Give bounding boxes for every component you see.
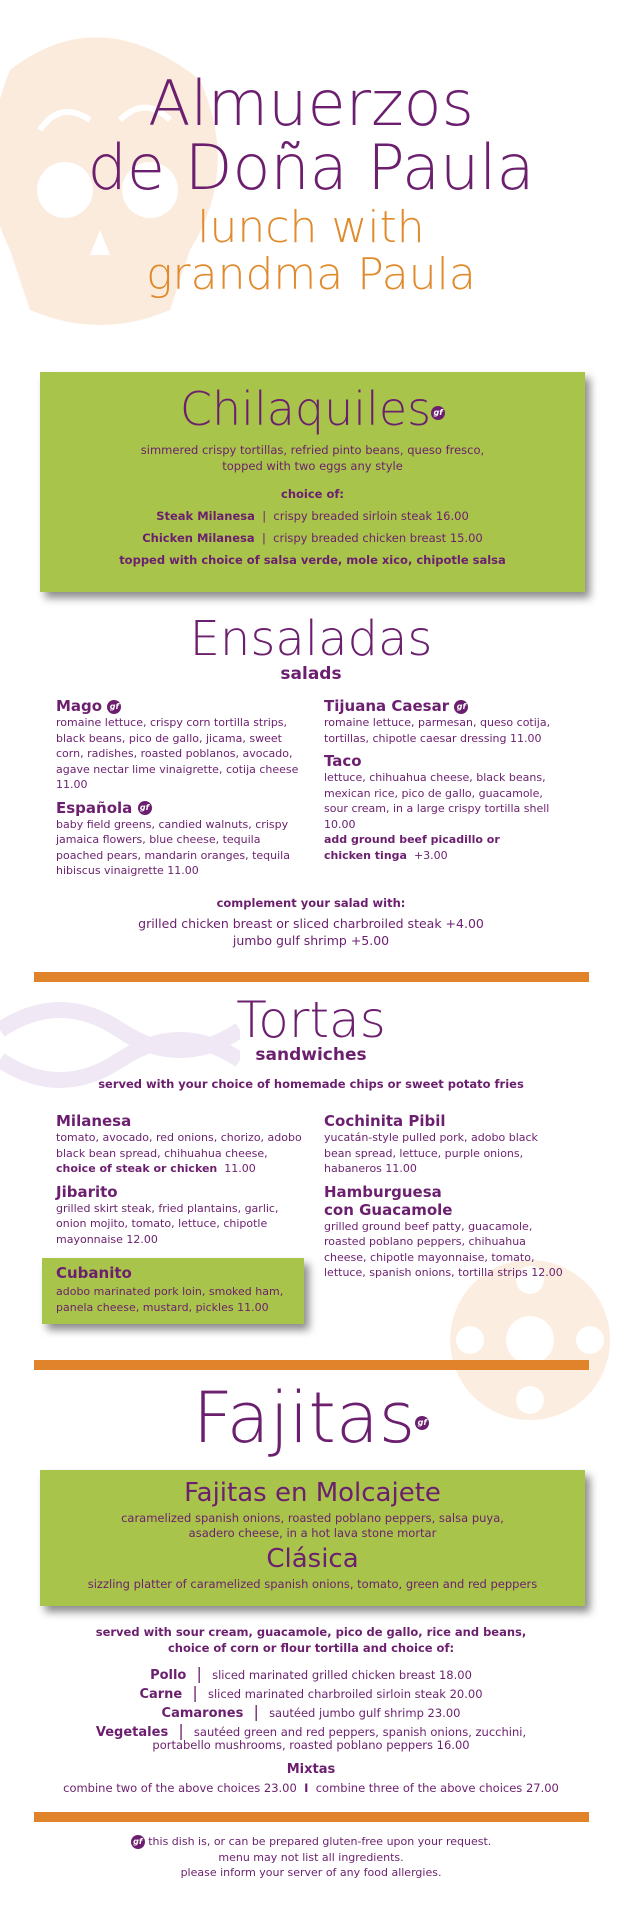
camarones-name: Camarones [161, 1706, 244, 1721]
hamburguesa-desc: grilled ground beef patty, guacamole, roasted poblano peppers, chihuahua cheese, chipotle mayonnaise, tomato, lettuce, spanish onions, tortilla strips 12.00 [324, 1219, 563, 1279]
mixtas-row: combine two of the above choices 23.00 I combine three of the above choices 27.00 [63, 1781, 559, 1795]
cochinita-name: Cochinita Pibil [324, 1112, 446, 1130]
chilaquiles-salsa: topped with choice of salsa verde, mole xico, chipotle salsa [119, 553, 506, 567]
salads-right-column [324, 697, 564, 863]
clasica-name: Clásica [266, 1544, 359, 1574]
fajitas-title: Fajitas [192, 1377, 416, 1459]
milanesa-choice: choice of steak or chicken [56, 1162, 218, 1175]
tijuana-name: Tijuana Caesar [324, 697, 450, 715]
title-line1: Almuerzos [148, 67, 474, 140]
option2-name: Chicken Milanesa [142, 531, 255, 545]
camarones-desc: sautéed jumbo gulf shrimp 23.00 [269, 1706, 461, 1720]
tortas-served-with: served with your choice of homemade chips or sweet potato fries [98, 1077, 524, 1091]
pollo-name: Pollo [150, 1668, 187, 1683]
espanola-desc: baby field greens, candied walnuts, crispy jamaica flowers, blue cheese, tequila poached pears, mandarin oranges, tequila hibiscus vinaigrette 11.00 [56, 817, 290, 877]
pollo-row: Pollo | sliced marinated grilled chicken breast 18.00 [150, 1664, 472, 1683]
milanesa-name: Milanesa [56, 1112, 132, 1130]
chilaquiles-desc-line1: simmered crispy tortillas, refried pinto beans, queso fresco, [140, 443, 485, 457]
gluten-free-icon: gf [431, 406, 445, 420]
vegetales-name: Vegetales [95, 1725, 169, 1740]
molcajete-name: Fajitas en Molcajete [184, 1478, 441, 1508]
option1-desc: crispy breaded sirloin steak 16.00 [273, 509, 469, 523]
complement-line1: grilled chicken breast or sliced charbroiled steak +4.00 [138, 916, 484, 931]
taco-desc: lettuce, chihuahua cheese, black beans, mexican rice, pico de gallo, guacamole, sour cream, in a large crispy tortilla shell 10.00 [324, 771, 550, 831]
taco-add-price: +3.00 [413, 848, 448, 862]
divider-bar [34, 1360, 589, 1370]
divider-bar [34, 1812, 589, 1822]
complement-label: complement your salad with: [216, 896, 406, 910]
divider-bar [34, 972, 589, 982]
mago-name: Mago [56, 697, 103, 715]
carne-desc: sliced marinated charbroiled sirloin steak 20.00 [207, 1687, 483, 1701]
cubanito-box [42, 1258, 304, 1324]
carne-row: Carne | sliced marinated charbroiled sirloin steak 20.00 [139, 1683, 483, 1702]
footer-line1-row [0, 1834, 622, 1849]
salads-left-column [56, 697, 306, 879]
footer-line3: please inform your server of any food allergies. [180, 1866, 442, 1879]
cochinita-desc: yucatán-style pulled pork, adobo black bean spread, lettuce, purple onions, habaneros 11.00 [324, 1131, 538, 1175]
ensaladas-title: Ensaladas [189, 611, 433, 667]
hamburguesa-name-line1: Hamburguesa [324, 1182, 442, 1201]
fajitas-served-line1: served with sour cream, guacamole, pico de gallo, rice and beans, [95, 1625, 527, 1639]
vegetales-row: Vegetales | sautéed green and red peppers, spanish onions, zucchini, [95, 1721, 527, 1740]
gluten-free-icon: gf [415, 1416, 429, 1430]
taco-add-line2: chicken tinga [324, 848, 407, 862]
vegetales-desc-line2: portabello mushrooms, roasted poblano peppers 16.00 [152, 1738, 470, 1752]
tortas-subtitle: sandwiches [255, 1045, 367, 1065]
cubanito-desc: adobo marinated pork loin, smoked ham, panela cheese, mustard, pickles 11.00 [56, 1285, 284, 1314]
chilaquiles-choice-label: choice of: [281, 487, 344, 501]
title-line2: de Doña Paula [87, 131, 535, 204]
mixtas-name: Mixtas [286, 1762, 336, 1777]
milanesa-desc: tomato, avocado, red onions, chorizo, adobo black bean spread, chihuahua cheese, [56, 1131, 302, 1160]
camarones-row: Camarones | sautéed jumbo gulf shrimp 23.00 [161, 1702, 461, 1721]
gluten-free-icon: gf [107, 700, 121, 714]
fajitas-box [40, 1470, 585, 1606]
carne-name: Carne [139, 1687, 183, 1702]
hamburguesa-name-line2: con Guacamole [324, 1200, 453, 1219]
complement-line2: jumbo gulf shrimp +5.00 [232, 933, 390, 948]
espanola-name: Española [56, 798, 133, 817]
jibarito-desc: grilled skirt steak, fried plantains, garlic, onion mojito, tomato, lettuce, chipotle mayonnaise 12.00 [56, 1201, 279, 1246]
tortas-right-column [324, 1112, 564, 1281]
molcajete-line2: asadero cheese, in a hot lava stone mortar [188, 1526, 437, 1540]
chilaquiles-option1: Steak Milanesa | crispy breaded sirloin steak 16.00 [156, 509, 469, 523]
taco-name: Taco [324, 752, 362, 770]
footer-line1: this dish is, or can be prepared gluten-free upon your request. [148, 1835, 492, 1848]
clasica-desc: sizzling platter of caramelized spanish onions, tomato, green and red peppers [87, 1577, 538, 1591]
chilaquiles-option2: Chicken Milanesa | crispy breaded chicken breast 15.00 [142, 531, 483, 545]
fajitas-served-line2: choice of corn or flour tortilla and choice of: [167, 1641, 455, 1655]
pollo-desc: sliced marinated grilled chicken breast 18.00 [212, 1668, 472, 1682]
taco-add-line1: add ground beef picadillo or [324, 833, 500, 846]
fajitas-title-row [0, 1378, 622, 1458]
ensaladas-subtitle: salads [280, 664, 342, 684]
gluten-free-icon: gf [454, 700, 468, 714]
tijuana-desc: romaine lettuce, parmesan, queso cotija, tortillas, chipotle caesar dressing 11.00 [324, 716, 551, 745]
chilaquiles-box [40, 372, 585, 592]
chilaquiles-title: Chilaquiles [179, 382, 432, 436]
mixtas-two: combine two of the above choices 23.00 [63, 1781, 297, 1795]
subtitle-line2: grandma Paula [146, 249, 476, 300]
vegetales-desc-line1: sautéed green and red peppers, spanish onions, zucchini, [193, 1725, 527, 1739]
tortas-left-column [56, 1112, 306, 1247]
subtitle-line1: lunch with [197, 202, 425, 253]
mixtas-three: combine three of the above choices 27.00 [315, 1781, 559, 1795]
footer-line2: menu may not list all ingredients. [218, 1851, 404, 1864]
milanesa-price: 11.00 [224, 1162, 256, 1175]
molcajete-line1: caramelized spanish onions, roasted poblano peppers, salsa puya, [121, 1511, 504, 1525]
mago-desc: romaine lettuce, crispy corn tortilla strips, black beans, pico de gallo, jicama, sweet corn, radishes, roasted poblanos, avocado, agave nectar lime vinaigrette, cotija cheese 11.00 [56, 716, 299, 791]
option2-desc: crispy breaded chicken breast 15.00 [273, 531, 483, 545]
cubanito-name: Cubanito [56, 1264, 132, 1282]
gluten-free-icon: gf [138, 801, 152, 815]
tortas-title: Tortas [236, 991, 386, 1049]
chilaquiles-desc-line2: topped with two eggs any style [222, 459, 403, 473]
option1-name: Steak Milanesa [156, 509, 255, 523]
jibarito-name: Jibarito [56, 1182, 118, 1201]
gluten-free-icon: gf [131, 1835, 145, 1849]
